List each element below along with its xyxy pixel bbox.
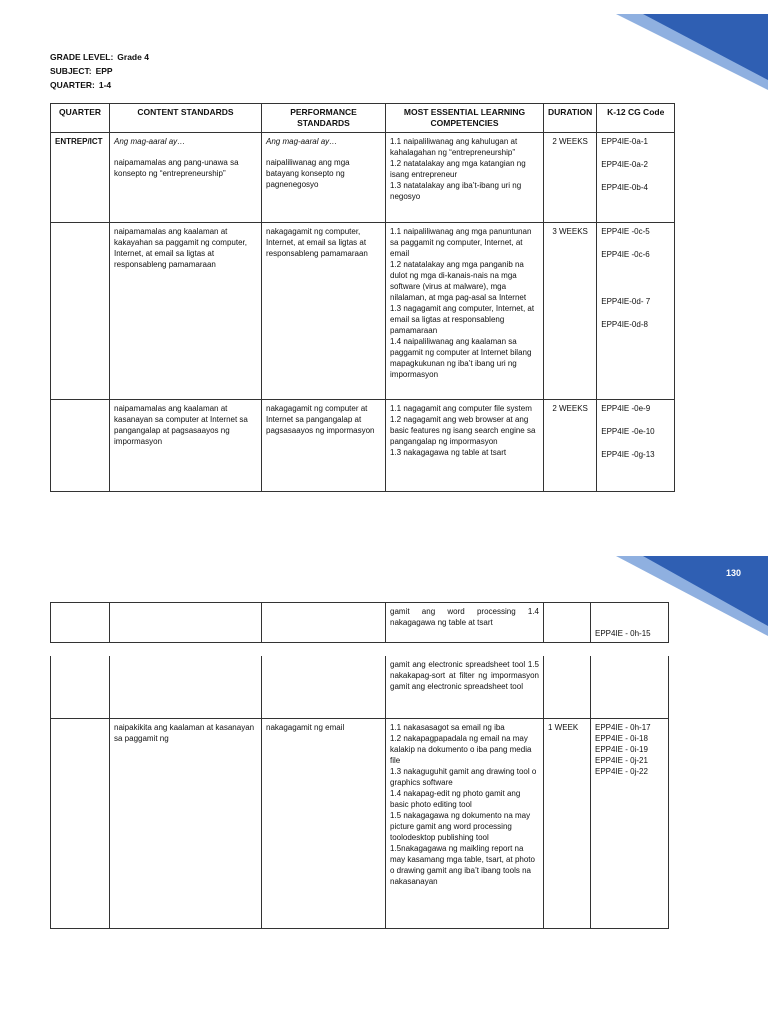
competency-item: 1.4 nakapag-edit ng photo gamit ang basic photo editing tool (390, 788, 521, 809)
performance-standard-cell: nakagagamit ng computer, Internet, at email sa ligtas at responsableng pamamaraan (262, 223, 386, 400)
page-number: 130 (725, 568, 741, 578)
cg-code-cell (591, 718, 669, 928)
cg-code: EPP4IE -0g-13 (601, 450, 655, 459)
cg-code: EPP4IE-0a-1 (601, 137, 648, 146)
competencies-cell: gamit ang word processing 1.4 nakagagawa ng table at tsart (386, 603, 544, 643)
table-row (51, 400, 675, 492)
curriculum-table-continued (50, 602, 669, 643)
competency-item: 1.2 nakapagpapadala ng email na may kalakip na dokumento o iba pang media file (390, 733, 532, 765)
duration-cell: 3 WEEKS (544, 223, 597, 400)
content-standard-cell (110, 603, 262, 643)
cg-code: EPP4IE-0b-4 (601, 183, 648, 192)
table-header-row (51, 104, 675, 133)
cg-code: EPP4IE - 0j-21 (595, 755, 648, 765)
performance-standard-cell: nakagagamit ng computer at Internet sa pangangalap at pagsasaayos ng impormasyon (262, 400, 386, 492)
competency-item: 1.5nakagagawa ng maikling report na may kasamang mga table, tsart, at photo o drawing gamit ang iba’t ibang tools na nakasanayan (390, 843, 535, 886)
performance-text: naipaliliwanag ang mga batayang konsepto ng pagnenegosyo (266, 158, 350, 189)
quarter-cell (51, 223, 110, 400)
performance-intro: Ang mag-aaral ay… (266, 137, 338, 146)
table-row (51, 223, 675, 400)
performance-standard-cell (262, 656, 386, 718)
cg-code-cell (591, 656, 669, 718)
quarter-cell (51, 400, 110, 492)
content-standard-cell: naipamamalas ang kaalaman at kasanayan sa computer at Internet sa pangangalap at pagsasaayos ng impormasyon (110, 400, 262, 492)
grade-level-value: Grade 4 (117, 52, 149, 62)
competency-item: 1.2 nagagamit ang web browser at ang basic features ng isang search engine sa pangangalap ng impormasyon (390, 415, 536, 446)
competency-item: 1.1 nakasasagot sa email ng iba (390, 722, 505, 732)
cg-code: EPP4IE-0d-8 (601, 320, 648, 329)
subject-label: SUBJECT: (50, 66, 92, 76)
cg-code: EPP4IE - 0j-22 (595, 766, 648, 776)
table-row (51, 656, 669, 718)
competencies-cell (386, 223, 544, 400)
competencies-cell: gamit ang electronic spreadsheet tool 1.5 nakakapag-sort at filter ng impormasyon gamit ang electronic spreadsheet tool (386, 656, 544, 718)
header-duration: DURATION (544, 104, 597, 133)
duration-cell: 2 WEEKS (544, 400, 597, 492)
cg-code-cell (597, 223, 675, 400)
cg-code: EPP4IE - 0h-17 (595, 722, 651, 732)
table-row (51, 603, 669, 643)
competency-item: 1.2 natatalakay ang mga panganib na dulot ng mga di-kanais-nais na mga software (virus at malware), mga nilalaman, at mga pag-asal sa Internet (390, 260, 527, 302)
page-1 (0, 0, 768, 505)
cg-code: EPP4IE-0d- 7 (601, 297, 651, 306)
competency-item: 1.3 nagagamit ang computer, Internet, at email sa ligtas at responsableng pamamaraan (390, 304, 535, 335)
content-standard-cell: naipakikita ang kaalaman at kasanayan sa paggamit ng (110, 718, 262, 928)
duration-cell (544, 603, 591, 643)
table-row (51, 718, 669, 928)
quarter-cell: ENTREP/ICT (51, 133, 110, 223)
competency-item: 1.1 naipaliliwanag ang kahulugan at kahalagahan ng “entrepreneurship” (390, 137, 518, 157)
header-info (50, 50, 149, 92)
content-intro: Ang mag-aaral ay… (114, 137, 186, 146)
competency-item: 1.1 nagagamit ang computer file system (390, 404, 532, 413)
quarter-cell (51, 656, 110, 718)
cg-code: EPP4IE - 0i-18 (595, 733, 648, 743)
curriculum-table-fragment (50, 656, 669, 929)
competency-item: 1.5 nakagagawa ng dokumento na may picture gamit ang word processing toolodesktop publishing tool (390, 810, 531, 842)
competencies-cell (386, 718, 544, 928)
table-row (51, 133, 675, 223)
header-cg-code: K-12 CG Code (597, 104, 675, 133)
cg-code: EPP4IE -0e-9 (601, 404, 651, 413)
performance-standard-cell (262, 133, 386, 223)
cg-code-cell (597, 400, 675, 492)
duration-cell: 1 WEEK (544, 718, 591, 928)
content-standard-cell (110, 133, 262, 223)
subject-value: EPP (95, 66, 113, 76)
competency-item: 1.3 nakagagawa ng table at tsart (390, 448, 507, 457)
cg-code: EPP4IE -0c-6 (601, 250, 650, 259)
page-gap (0, 505, 768, 546)
cg-code-cell (597, 133, 675, 223)
competencies-cell (386, 133, 544, 223)
competencies-cell (386, 400, 544, 492)
content-standard-cell (110, 656, 262, 718)
header-competencies: MOST ESSENTIAL LEARNING COMPETENCIES (386, 104, 544, 133)
cg-code-cell: EPP4IE - 0h-15 (591, 603, 669, 643)
quarter-value: 1-4 (98, 80, 112, 90)
header-content-standards: CONTENT STANDARDS (110, 104, 262, 133)
curriculum-table (50, 103, 675, 492)
performance-standard-cell: nakagagamit ng email (262, 718, 386, 928)
competency-item: 1.2 natatalakay ang mga katangian ng isang entrepreneur (390, 159, 526, 179)
duration-cell (544, 656, 591, 718)
competency-item: 1.3 natatalakay ang iba’t-ibang uri ng negosyo (390, 181, 522, 201)
competency-item: 1.1 naipaliliwanag ang mga panuntunan sa paggamit ng computer, Internet, at email (390, 227, 532, 258)
header-quarter: QUARTER (51, 104, 110, 133)
header-performance-standards: PERFORMANCE STANDARDS (262, 104, 386, 133)
page-2 (0, 546, 768, 1024)
quarter-cell (51, 603, 110, 643)
competency-item: 1.4 naipaliliwanag ang kaalaman sa paggamit ng computer at Internet bilang mapagkukunan ng iba’t ibang uri ng impormasyon (390, 337, 532, 379)
cg-code: EPP4IE -0e-10 (601, 427, 655, 436)
cg-code: EPP4IE - 0i-19 (595, 744, 648, 754)
quarter-label: QUARTER: (50, 80, 95, 90)
corner-decoration (608, 0, 768, 90)
quarter-cell (51, 718, 110, 928)
content-standard-cell: naipamamalas ang kaalaman at kakayahan sa paggamit ng computer, Internet, at email sa ligtas at responsableng pamamaraan (110, 223, 262, 400)
cg-code: EPP4IE-0a-2 (601, 160, 648, 169)
duration-cell: 2 WEEKS (544, 133, 597, 223)
competency-item: 1.3 nakaguguhit gamit ang drawing tool o graphics software (390, 766, 537, 787)
cg-code: EPP4IE -0c-5 (601, 227, 650, 236)
performance-standard-cell (262, 603, 386, 643)
content-text: naipamamalas ang pang-unawa sa konsepto ng “entrepreneurship” (114, 158, 239, 178)
grade-level-label: GRADE LEVEL: (50, 52, 114, 62)
